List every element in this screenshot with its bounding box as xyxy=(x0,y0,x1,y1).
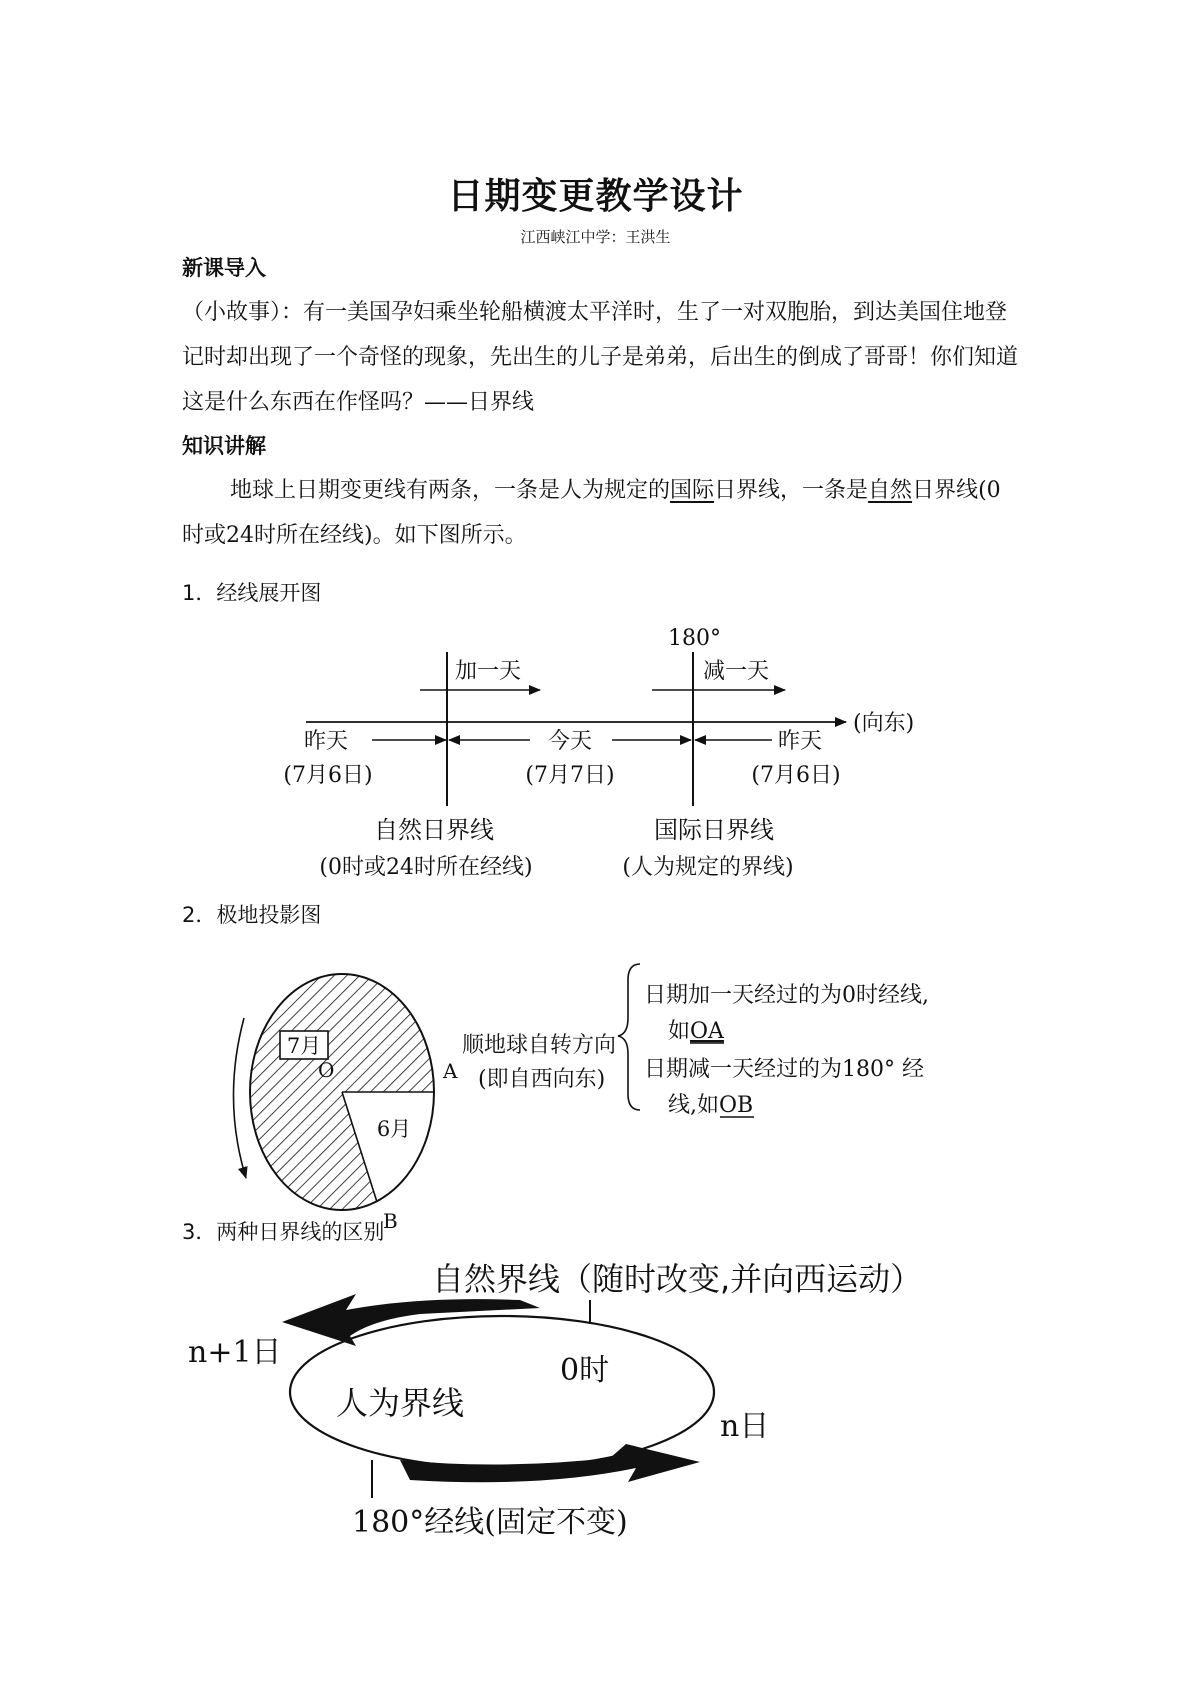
fig3-caption: 3．两种日界线的区别 xyxy=(182,1220,385,1244)
fig3-top-label: 自然界线（随时改变,并向西运动） xyxy=(432,1260,923,1298)
dateline-difference-diagram xyxy=(0,1250,1191,1550)
page-title: 日期变更教学设计 xyxy=(447,175,744,217)
knowledge-text-3: 日界线(0时或24时所在经线)。如下图所示。 xyxy=(182,478,1001,548)
fig2-add2-term: OA xyxy=(690,1019,724,1044)
rotation-arrow xyxy=(233,1018,246,1178)
bottom-curved-arrow xyxy=(400,1444,700,1482)
fig3-n-plus-1: n+1日 xyxy=(188,1335,282,1370)
fig2-dir2: (即自西向东) xyxy=(478,1067,606,1092)
fig1-mid-date: (7月7日) xyxy=(525,763,615,788)
section-heading-intro: 新课导入 xyxy=(182,256,266,280)
fig2-sub2 xyxy=(668,1093,753,1118)
fig2-point-b: B xyxy=(383,1209,398,1233)
fig2-sub2-prefix: 线,如 xyxy=(668,1093,719,1118)
term-natural: 自然 xyxy=(868,478,913,503)
fig1-mid-day: 今天 xyxy=(547,729,593,754)
fig2-add2-prefix: 如 xyxy=(668,1019,691,1044)
knowledge-text-1: 地球上日期变更线有两条，一条是人为规定的 xyxy=(230,478,671,503)
fig1-sub-day: 减一天 xyxy=(703,659,770,684)
fig1-natural-line: 自然日界线 xyxy=(374,816,494,844)
fig2-center: O xyxy=(318,1058,335,1082)
fig3-artificial: 人为界线 xyxy=(336,1384,465,1422)
fig1-right-day: 昨天 xyxy=(777,729,823,754)
fig1-left-date: (7月6日) xyxy=(283,763,373,788)
fig1-intl-line: 国际日界线 xyxy=(654,816,774,844)
meridian-diagram xyxy=(0,600,1191,880)
fig2-add2 xyxy=(668,1019,725,1044)
fig3-zero-hour: 0时 xyxy=(560,1353,610,1388)
fig1-deg180: 180° xyxy=(668,626,721,651)
fig1-right-date: (7月6日) xyxy=(751,763,841,788)
story-paragraph: （小故事）：有一美国孕妇乘坐轮船横渡太平洋时，生了一对双胞胎，到达美国住地登记时却出现了一个奇怪的现象，先出生的儿子是弟弟，后出生的倒成了哥哥！你们知道这是什么东西在作怪吗？——日界线 xyxy=(182,300,1019,415)
brace xyxy=(618,964,640,1110)
fig1-left-day: 昨天 xyxy=(303,729,349,754)
knowledge-paragraph xyxy=(182,468,1020,558)
fig3-n-day: n日 xyxy=(720,1409,770,1444)
fig2-dir1: 顺地球自转方向 xyxy=(462,1033,617,1058)
fig1-east: (向东) xyxy=(853,711,915,736)
fig2-sub1: 日期减一天经过的为180° 经 xyxy=(644,1057,924,1082)
knowledge-text-2: 日界线，一条是 xyxy=(714,478,869,503)
fig3-bottom-label: 180°经线(固定不变) xyxy=(352,1505,628,1540)
fig2-june: 6月 xyxy=(376,1117,412,1141)
section-heading-knowledge: 知识讲解 xyxy=(182,434,266,458)
fig2-add1: 日期加一天经过的为0时经线, xyxy=(644,983,929,1008)
fig1-natural-note: (0时或24时所在经线) xyxy=(319,855,533,880)
term-international: 国际 xyxy=(670,478,715,503)
fig1-caption: 1．经线展开图 xyxy=(182,581,322,605)
fig2-caption: 2．极地投影图 xyxy=(182,903,322,927)
fig1-add-day: 加一天 xyxy=(455,659,522,684)
fig2-sub2-term: OB xyxy=(719,1093,754,1118)
fig2-july: 7月 xyxy=(286,1034,322,1058)
fig2-point-a: A xyxy=(443,1059,458,1083)
author-line: 江西峡江中学：王洪生 xyxy=(520,228,671,246)
fig1-intl-note: (人为规定的界线) xyxy=(622,855,794,880)
top-curved-arrow xyxy=(282,1294,540,1346)
